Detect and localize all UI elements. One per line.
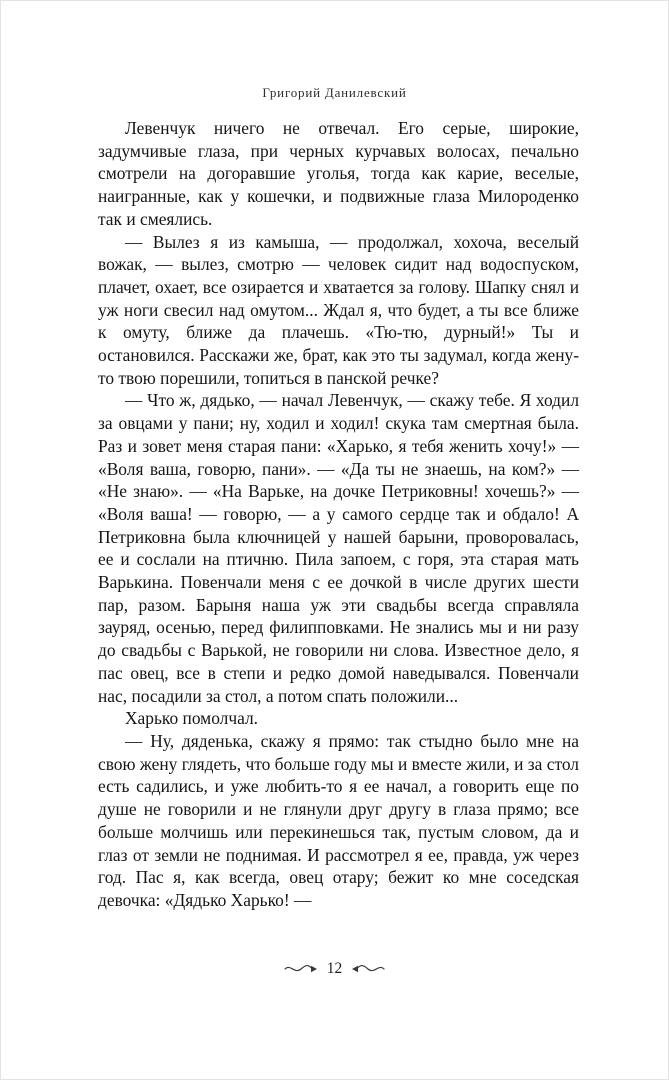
paragraph: — Вылез я из камыша, — продолжал, хохоча, веселый вожак, — вылез, смотрю — человек сидит над водоспуском, плачет, охает, все озирается и хватается за голову. Шапку снял и уж ноги свесил над омутом... Ждал я, что будет, а ты все ближе к омуту, ближе да плачешь. «Тю-тю, дурный!» Ты и остановился. Расскажи же, брат, как это ты задумал, когда жену-то твою порешили, топиться в панской речке? (98, 231, 579, 388)
paragraph: — Ну, дяденька, скажу я прямо: так стыдно было мне на свою жену глядеть, что больше году мы и вместе жили, и за стол есть садились, и уже любить-то я ее начал, а говорить еще по душе не говорили и не глянули друг другу в глаза прямо; все больше молчишь или перекинешься так, пустым словом, да и глаз от земли не поднимая. И рассмотрел я ее, правда, уж через год. Пас я, как всегда, овец отару; бежит ко мне соседская девочка: «Дядько Харько! — (98, 730, 579, 910)
footer-flourish-left-icon (284, 963, 318, 975)
paragraph: — Что ж, дядько, — начал Левенчук, — скажу тебе. Я ходил за овцами у пани; ну, ходил и ходил! скука там смертная была. Раз и зовет меня старая пани: «Харько, я тебя женить хочу!» — «Воля ваша, говорю, пани». — «Да ты не знаешь, на ком?» — «Не знаю». — «На Варьке, на дочке Петриковны! хочешь?» — «Воля ваша! — говорю, — а у самого сердце так и обдало! А Петриковна была ключницей у нашей барыни, проворовалась, ее и сослали на птичню. Пила запоем, с горя, эта старая мать Варькина. Повенчали меня с ее дочкой в числе других шести пар, разом. Барыня наша уж эти свадьбы всегда справляла зауряд, осенью, перед филипповками. Не знались мы и ни разу до свадьбы с Варькой, не говорили ни слова. Известное дело, я пас овец, все в степи и редко домой наведывался. Повенчали нас, посадили за стол, а потом спать положили... (98, 390, 579, 706)
page-number: 12 (326, 960, 343, 977)
page-footer (1, 961, 668, 977)
paragraph: Левенчук ничего не отвечал. Его серые, широкие, задумчивые глаза, при черных курчавых волосах, печально смотрели на догоравшие уголья, тогда как карие, веселые, наигранные, как у кошечки, и подвижные глаза Милороденко так и смеялись. (98, 118, 579, 229)
footer-flourish-right-icon (351, 963, 385, 975)
page-text-block (98, 117, 579, 912)
paragraph: Харько помолчал. (125, 708, 258, 729)
running-head-author: Григорий Данилевский (262, 85, 407, 100)
